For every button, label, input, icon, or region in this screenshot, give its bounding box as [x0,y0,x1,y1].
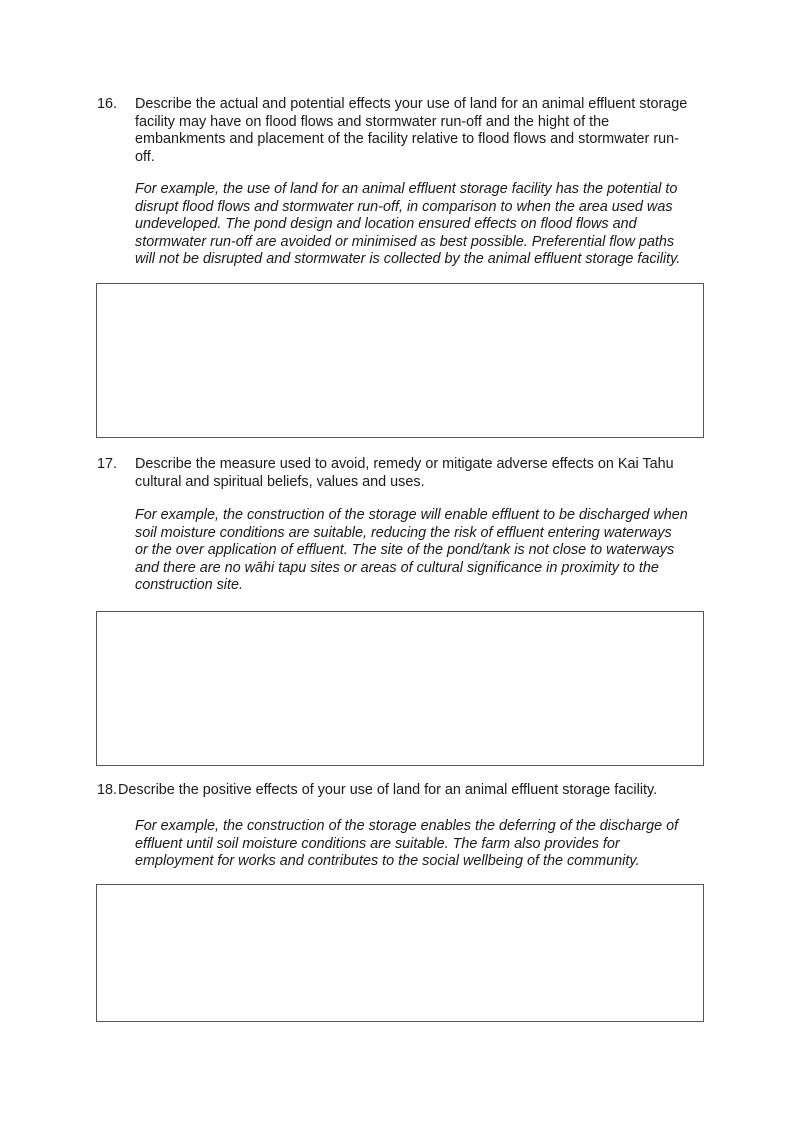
example-line: and there are no wāhi tapu sites or areas of cultural significance in proximity to the [135,559,659,576]
example-line: construction site. [135,577,243,594]
prompt-line: off. [135,148,155,165]
prompt-line: facility may have on flood flows and stormwater run-off and the hight of the [135,113,610,130]
example-line: For example, the construction of the storage enables the deferring of the discharge of [135,818,679,834]
prompt-line: Describe the positive effects of your use of land for an animal effluent storage facility. [118,782,658,798]
question-17-answer-box[interactable] [96,611,704,766]
example-line: employment for works and contributes to the social wellbeing of the community. [135,853,640,870]
example-line: or the over application of effluent. The site of the pond/tank is not close to waterways [135,542,675,559]
question-16-example [135,181,680,269]
example-line: For example, the use of land for an animal effluent storage facility has the potential to [135,181,678,197]
question-18-example [135,818,678,871]
example-line: undeveloped. The pond design and location ensured effects on flood flows and [135,216,637,233]
example-line: disrupt flood flows and stormwater run-off, in comparison to when the area used was [135,198,673,215]
example-line: soil moisture conditions are suitable, reducing the risk of effluent entering waterways [135,524,672,541]
question-17-prompt [135,456,674,491]
example-line: effluent until soil moisture conditions are suitable. The farm also provides for [135,835,620,852]
prompt-line: cultural and spiritual beliefs, values and uses. [135,473,425,490]
question-17-number: 17. [97,456,118,472]
prompt-line: Describe the measure used to avoid, remedy or mitigate adverse effects on Kai Tahu [135,456,674,472]
question-17-example [135,507,688,595]
question-18-answer-box[interactable] [96,884,704,1022]
question-18-number: 18. [97,782,118,798]
question-16-answer-box[interactable] [96,283,704,438]
example-line: stormwater run-off are avoided or minimised as best possible. Preferential flow paths [135,233,675,250]
question-18-prompt [118,782,657,800]
question-16-number: 16. [97,96,118,112]
prompt-line: embankments and placement of the facility relative to flood flows and stormwater run- [135,131,679,148]
example-line: For example, the construction of the storage will enable effluent to be discharged when [135,507,688,523]
example-line: will not be disrupted and stormwater is collected by the animal effluent storage facility. [135,251,681,268]
question-16-prompt [135,96,687,166]
prompt-line: Describe the actual and potential effects your use of land for an animal effluent storage [135,96,688,112]
